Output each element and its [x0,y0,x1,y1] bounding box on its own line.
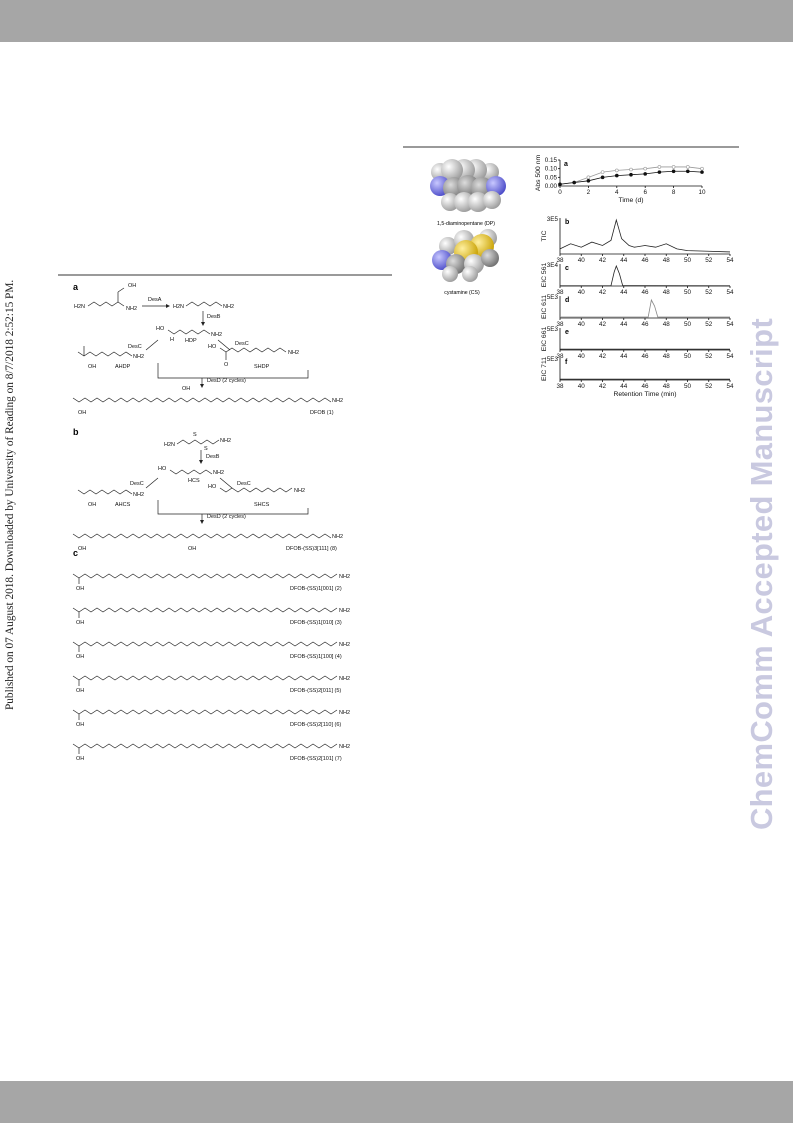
label-shdp: SHDP [254,364,270,370]
x-tick-label: 10 [698,189,706,196]
data-point [658,171,661,174]
dfob-structure [73,386,343,416]
rt-tick-label: 38 [556,257,564,264]
trace-panel [541,262,734,296]
scale-label: 5E3 [546,356,558,363]
model-label-cs: cystamine (CS) [444,290,480,296]
enzyme-desb-a: DesB [207,314,221,320]
y-tick-label: 0.05 [544,174,557,182]
panel-label-c: c [73,548,79,558]
model-label-dp: 1,5-diaminopentane (DP) [437,221,495,227]
rt-tick-label: 42 [598,257,607,264]
data-point [630,173,633,176]
svg-text:NH2: NH2 [294,488,306,494]
panel-label-a: a [564,161,568,168]
trace-panel [541,356,734,390]
data-point [644,167,647,170]
data-point [658,165,661,168]
rt-tick-label: 48 [662,383,670,390]
rt-tick-label: 52 [705,353,713,360]
y-tick-label: 0.15 [544,157,557,164]
panel-label-b: b [73,427,79,437]
data-point [573,181,576,184]
label-dfob: DFOB (1) [310,410,334,416]
dfob-ss3-structure [73,534,343,552]
svg-text:HO: HO [158,466,167,472]
svg-text:NH2: NH2 [126,306,138,312]
left-figure-rule [58,274,392,276]
header-band [0,0,793,42]
rt-tick-label: 50 [683,353,692,360]
svg-text:OH: OH [188,546,197,552]
publication-line: Published on 07 August 2018. Downloaded by University of Reading on 8/7/2018 2:52:15 PM. [4,279,16,710]
panel-label: f [565,359,568,366]
svg-text:NH2: NH2 [133,492,145,498]
data-point [672,170,675,173]
rt-tick-label: 52 [705,383,713,390]
oh-label: OH [76,756,85,762]
cystamine-structure [164,432,231,452]
x-tick-label: 8 [671,189,676,196]
rt-tick-label: 38 [556,289,564,296]
rt-tick-label: 52 [705,257,713,264]
y-axis-label: TIC [541,230,548,242]
rt-tick-label: 40 [577,353,585,360]
lysine-structure [74,283,137,312]
data-point [615,169,618,172]
rt-tick-label: 40 [577,257,585,264]
hcs-structure [158,466,224,484]
rt-tick-label: 48 [662,353,670,360]
rt-tick-label: 48 [662,321,670,328]
panel-label: d [565,297,570,304]
enzyme-desc-b2: DesC [237,481,251,487]
panel-label: b [565,219,570,226]
panel-c-row [73,676,350,694]
footer-band [0,1081,793,1123]
data-point [686,165,689,168]
panel-c-row [73,710,350,728]
ahcs-structure [78,490,144,508]
data-point [559,183,562,186]
x-axis-label: Time (d) [618,197,644,204]
enzyme-desd-b: DesD (2 cycles) [207,514,246,520]
panel-c-row [73,744,350,762]
data-point [672,165,675,168]
scale-label: 3E5 [546,216,558,223]
rt-tick-label: 42 [598,289,607,296]
data-point [701,171,704,174]
rt-tick-label: 40 [577,321,585,328]
rt-tick-label: 40 [577,289,585,296]
rt-tick-label: 38 [556,321,564,328]
publication-sidebar [4,0,24,1123]
svg-text:NH2: NH2 [133,354,145,360]
trace-line [560,266,730,286]
cystamine-model [432,229,499,282]
rt-tick-label: 42 [598,353,607,360]
y-axis-label: EIC 611 [541,294,548,320]
svg-text:OH: OH [88,364,97,370]
oh-label: OH [76,654,85,660]
oh-label: OH [76,586,85,592]
rt-axis-label: Retention Time (min) [613,391,677,398]
right-figure-rule [403,146,739,148]
rt-tick-label: 50 [683,321,692,328]
data-point [587,179,590,182]
trace-panel [541,326,734,360]
panel-label-a: a [73,282,79,292]
compound-label: DFOB-(SS)1[001] (2) [290,586,342,592]
data-point [601,176,604,179]
svg-text:OH: OH [78,546,87,552]
compound-label: DFOB-(SS)1[100] (4) [290,654,342,660]
y-axis-label: EIC 661 [541,326,548,352]
svg-text:OH: OH [128,283,137,289]
svg-text:H2N: H2N [74,304,86,310]
scale-label: 5E3 [546,326,558,333]
enzyme-desa: DesA [148,297,162,303]
enzyme-desb-b: DesB [206,454,220,460]
rt-tick-label: 46 [641,257,649,264]
rt-tick-label: 44 [620,257,628,264]
rt-tick-label: 40 [577,383,585,390]
data-point [701,167,704,170]
svg-text:S: S [193,432,197,438]
nh2-label: NH2 [339,710,351,716]
rt-tick-label: 50 [683,383,692,390]
nh2-label: NH2 [339,608,351,614]
data-point [630,168,633,171]
rt-tick-label: 54 [726,353,734,360]
rt-tick-label: 54 [726,321,734,328]
svg-text:NH2: NH2 [220,438,232,444]
panel-label: c [565,265,569,272]
oh-label: OH [76,620,85,626]
x-tick-label: 2 [586,189,591,196]
rt-tick-label: 44 [620,353,628,360]
nh2-label: NH2 [339,642,351,648]
svg-text:H: H [170,337,174,343]
label-ahcs: AHCS [115,502,131,508]
svg-text:NH2: NH2 [332,398,344,404]
trace-line [560,300,730,317]
rt-tick-label: 46 [641,383,649,390]
label-shcs: SHCS [254,502,270,508]
rt-tick-label: 44 [620,321,628,328]
oh-label: OH [76,688,85,694]
enzyme-desc-1: DesC [128,344,142,350]
rt-tick-label: 46 [641,289,649,296]
svg-text:HO: HO [208,484,217,490]
svg-text:H2N: H2N [173,304,185,310]
rt-tick-label: 54 [726,383,734,390]
label-dfob-ss3: DFOB-(SS)3[111] (8) [286,546,337,552]
watermark-sidebar [742,0,786,1123]
rt-tick-label: 42 [598,321,607,328]
rt-tick-label: 54 [726,257,734,264]
rt-tick-label: 44 [620,289,628,296]
svg-text:NH2: NH2 [332,534,344,540]
label-ahdp: AHDP [115,364,131,370]
rt-tick-label: 42 [598,383,607,390]
compound-label: DFOB-(SS)2[101] (7) [290,756,342,762]
rt-tick-label: 48 [662,289,670,296]
data-point [644,172,647,175]
svg-text:S: S [204,446,208,452]
rt-tick-label: 52 [705,289,713,296]
biosynthesis-scheme-figure [58,278,394,778]
shdp-structure [208,344,299,370]
x-tick-label: 6 [643,189,647,196]
svg-text:NH2: NH2 [213,470,225,476]
panel-c-row [73,608,350,626]
rt-tick-label: 38 [556,353,564,360]
nh2-label: NH2 [339,744,351,750]
oh-label: OH [76,722,85,728]
y-axis-label: EIC 561 [541,262,548,288]
label-hcs: HCS [188,478,200,484]
y-tick-label: 0.00 [544,183,557,190]
cadaverine-structure [173,302,234,310]
rt-tick-label: 46 [641,321,649,328]
data-point [686,170,689,173]
panel-c-row [73,642,350,660]
nh2-label: NH2 [339,574,351,580]
label-hdp: HDP [185,338,197,344]
enzyme-desc-b1: DesC [130,481,144,487]
svg-text:H2N: H2N [164,442,176,448]
panel-c-structures [73,574,350,762]
nh2-label: NH2 [339,676,351,682]
rt-tick-label: 52 [705,321,713,328]
watermark-text: ChemComm Accepted Manuscript [744,318,779,830]
absorbance-chart [535,155,706,204]
scale-label: 3E4 [546,262,558,269]
rt-tick-label: 44 [620,383,628,390]
rt-tick-label: 50 [683,289,692,296]
trace-panel [541,294,734,328]
panel-label: e [565,329,569,336]
enzyme-desd-a: DesD (2 cycles) [207,378,246,384]
trace-line [560,220,730,252]
data-point [615,174,618,177]
data-point [601,171,604,174]
right-figure [410,150,738,440]
y-axis-label: EIC 711 [541,356,548,382]
enzyme-desc-2: DesC [235,341,249,347]
rt-tick-label: 38 [556,383,564,390]
shcs-structure [208,484,305,508]
svg-text:NH2: NH2 [211,332,223,338]
data-point [587,176,590,179]
y-axis-label: Abs 500 nm [535,154,542,192]
panel-c-row [73,574,350,592]
svg-text:O: O [224,362,229,368]
hdp-structure [156,326,222,344]
chromatogram-traces [541,216,734,398]
scale-label: 5E3 [546,294,558,301]
svg-text:HO: HO [156,326,165,332]
diaminopentane-model [430,159,506,212]
y-tick-label: 0.10 [544,165,557,173]
svg-text:OH: OH [78,410,87,416]
svg-text:OH: OH [88,502,97,508]
trace-panel [541,216,734,264]
svg-text:HO: HO [208,344,217,350]
svg-text:NH2: NH2 [288,350,300,356]
svg-text:OH: OH [182,386,191,392]
x-tick-label: 0 [558,189,562,196]
compound-label: DFOB-(SS)1[010] (3) [290,620,342,626]
compound-label: DFOB-(SS)2[110] (6) [290,722,342,728]
rt-tick-label: 54 [726,289,734,296]
rt-tick-label: 48 [662,257,670,264]
rt-tick-label: 50 [683,257,692,264]
svg-text:NH2: NH2 [223,304,235,310]
compound-label: DFOB-(SS)2[011] (5) [290,688,342,694]
rt-tick-label: 46 [641,353,649,360]
x-tick-label: 4 [615,189,619,196]
